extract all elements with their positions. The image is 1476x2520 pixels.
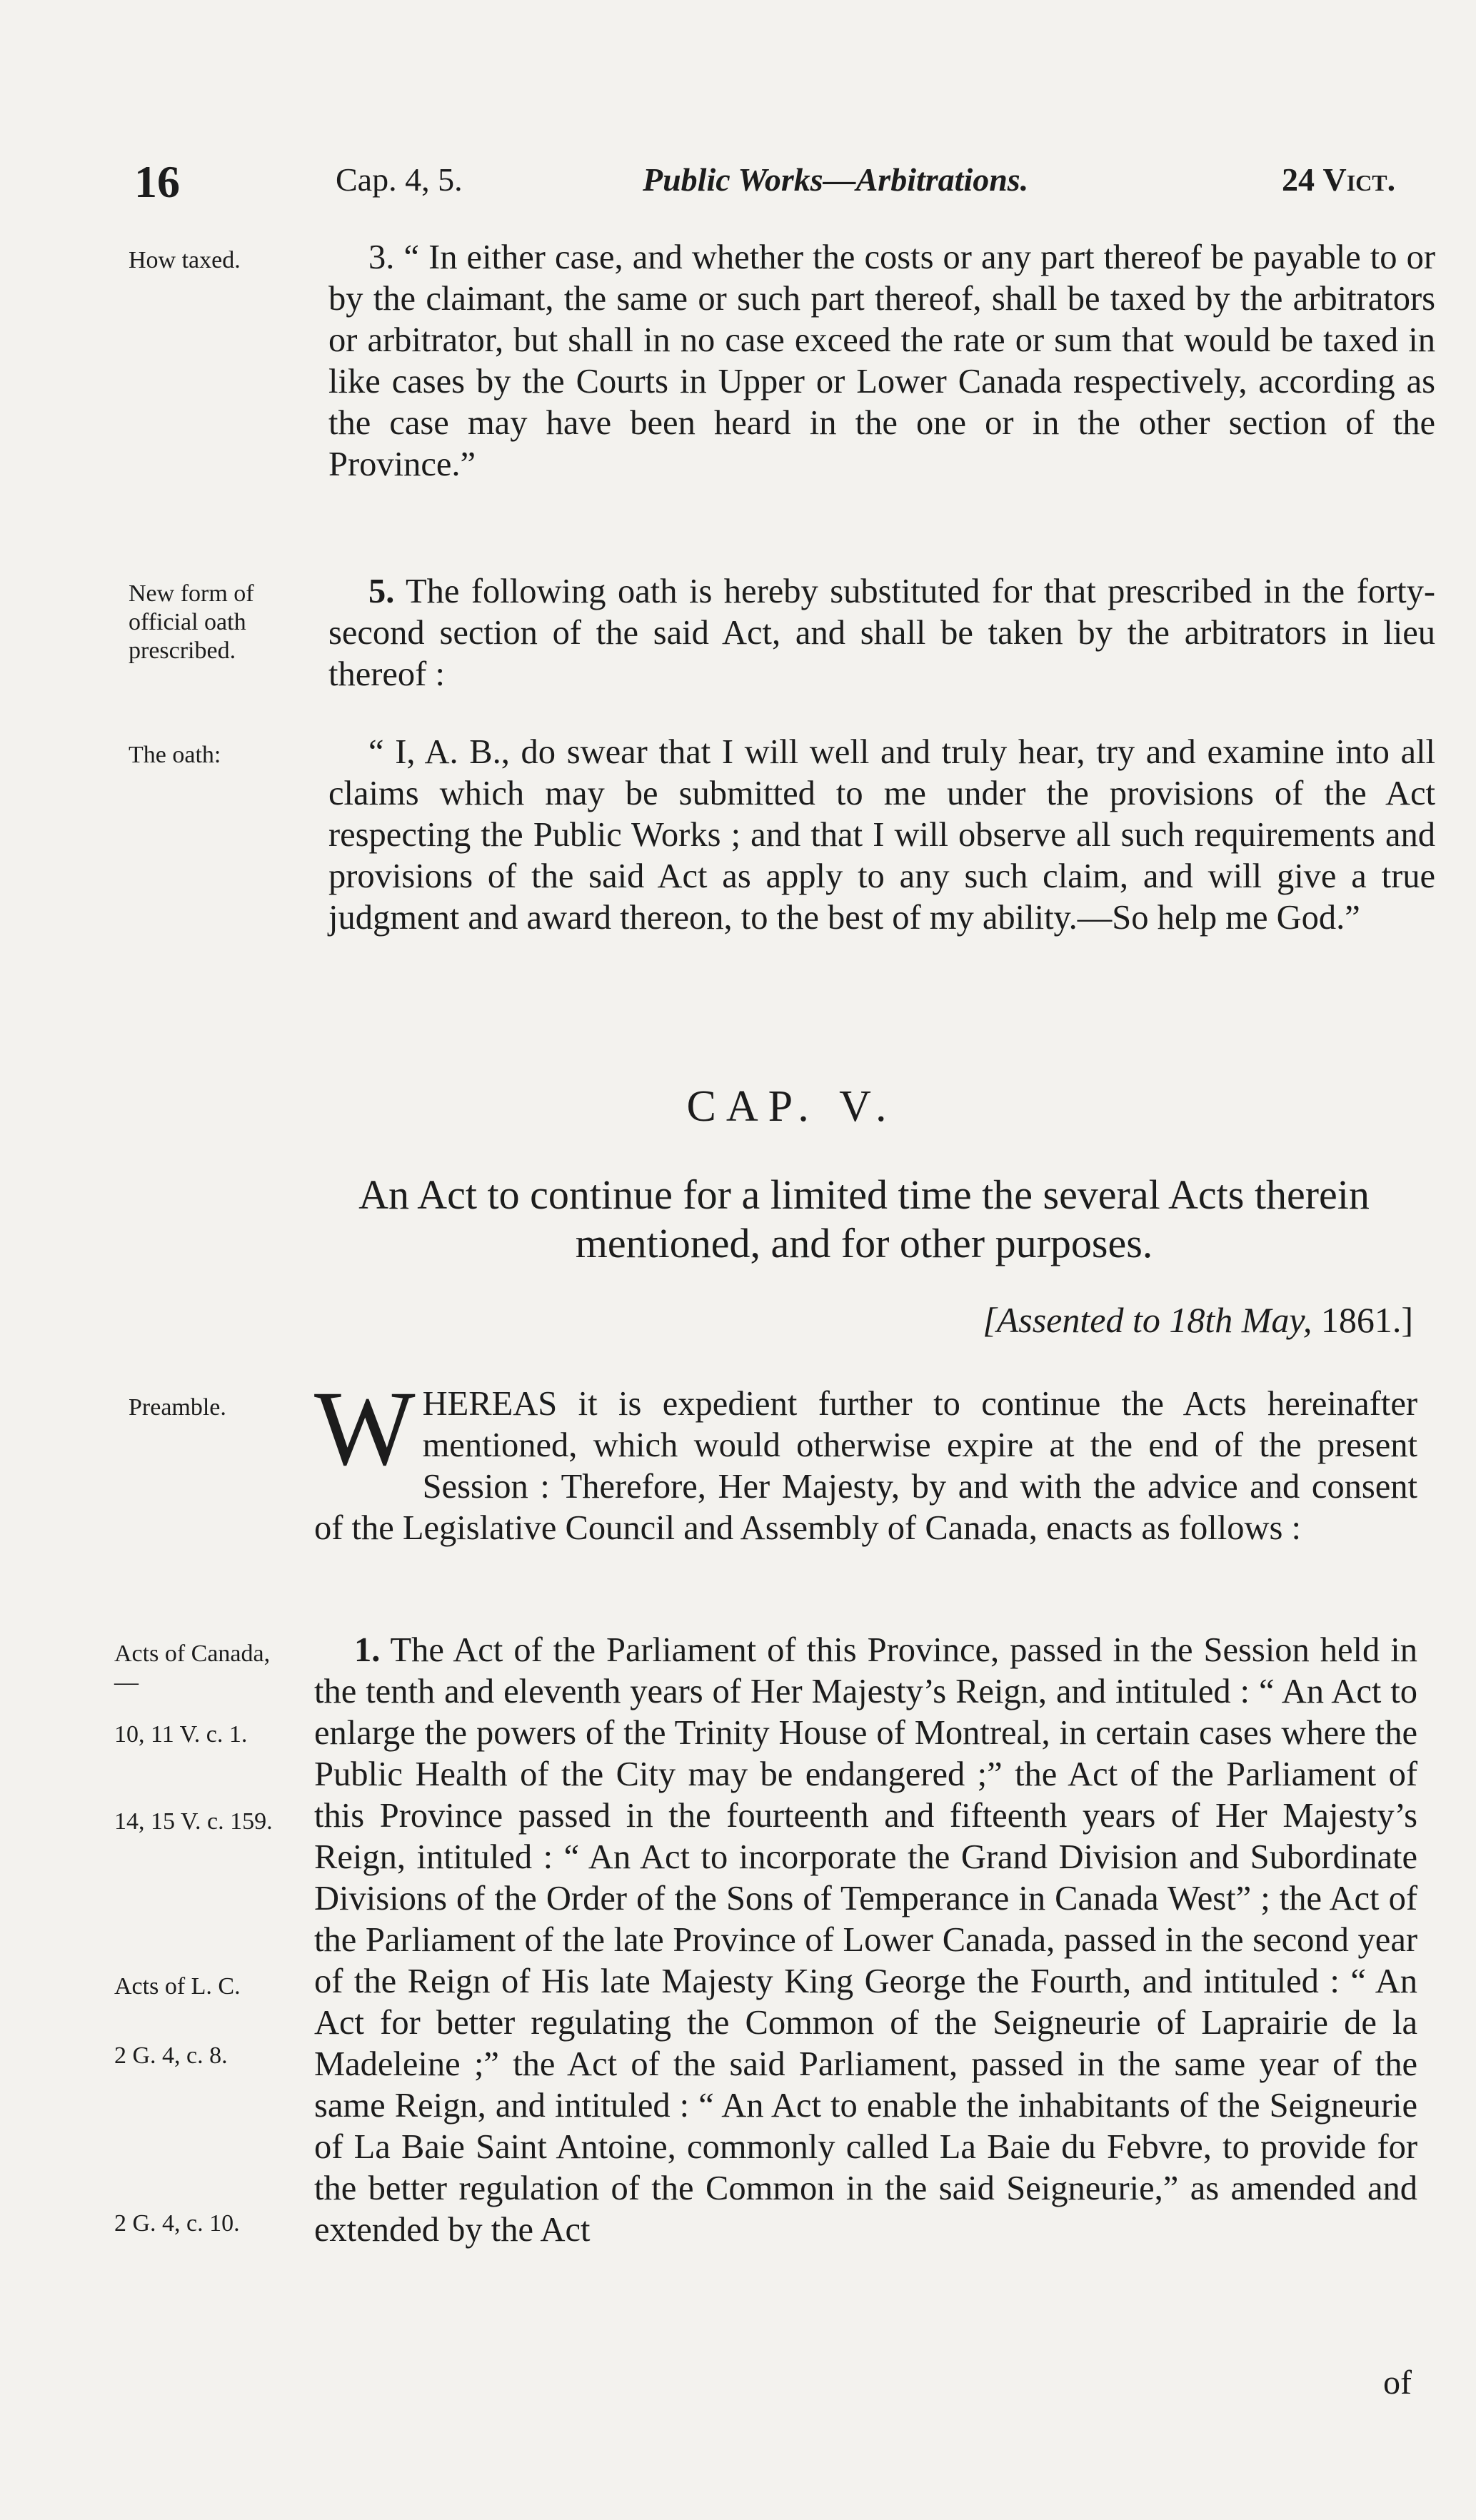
section-1-number: 1. [354, 1631, 381, 1669]
act-title: An Act to continue for a limited time the several Acts therein mentioned, and for other purposes. [358, 1171, 1370, 1266]
margin-note-ref-2g4-c10: 2 G. 4, c. 10. [114, 2210, 240, 2237]
section-1 [314, 1630, 1417, 2251]
running-title: Public Works—Arbitrations. [643, 161, 1029, 198]
section-5 [328, 571, 1435, 695]
drop-cap: W [314, 1369, 416, 1488]
page-number: 16 [134, 156, 180, 207]
assent-year: 1861.] [1320, 1300, 1413, 1340]
margin-note-preamble: Preamble. [129, 1394, 226, 1421]
preamble-text [314, 1369, 1417, 1549]
margin-note-acts-lc: Acts of L. C. [114, 1973, 241, 2000]
regnal-year-number: 24 [1282, 161, 1315, 198]
catchword: of [1383, 2364, 1412, 2401]
margin-note-how-taxed: How taxed. [129, 247, 241, 273]
chapter-reference: Cap. 4, 5. [336, 161, 463, 198]
margin-note-the-oath: The oath: [129, 742, 221, 768]
assent-date [983, 1299, 1413, 1341]
margin-note-new-form: New form of official oath prescribed. [129, 580, 254, 664]
oath-text: “ I, A. B., do swear that I will well and truly hear, try and examine into all claims which may be submitted to me under the provisions of the Act respecting the Public Works ; and that I will observe all such requirements and provisions of the said Act as apply to any such claim, and will give a true judgment and award thereon, to the best of my ability.—So help me God.” [328, 733, 1435, 937]
margin-note-ref-2g4-c8: 2 G. 4, c. 8. [114, 2042, 228, 2069]
preamble-body: HEREAS it is expedient further to continue the Acts hereinafter mentioned, which would otherwise expire at the end of the present Session : Therefore, Her Majesty, by and with the advice and consent of the Legislative Council and Assembly of Canada, enacts as follows : [314, 1385, 1417, 1547]
subsection-3: 3. “ In either case, and whether the costs or any part thereof be payable to or by the claimant, the same or such part thereof, shall be taxed by the arbitrators or arbitrator, but shall in no case exceed the rate or sum that would be taxed in like cases by the Courts in Upper or Lower Canada respectively, according as the case may have been heard in the one or in the other section of the Province.” [328, 238, 1435, 483]
margin-note-acts-canada: Acts of Canada,— [114, 1640, 271, 1695]
chapter-heading: CAP. V. [686, 1082, 897, 1131]
regnal-year [1282, 161, 1395, 198]
section-5-text: The following oath is hereby substituted for that prescribed in the forty-second section of the said Act, and shall be taken by the arbitrators in lieu thereof : [328, 573, 1436, 693]
assent-prefix: [Assented to [983, 1300, 1160, 1340]
margin-note-ref-10-11: 10, 11 V. c. 1. [114, 1721, 248, 1748]
section-1-text: The Act of the Parliament of this Province, passed in the Session held in the tenth and eleventh years of Her Majesty’s Reign, and intituled : “ An Act to enlarge the powers of the Trinity House of Montreal, in certain cases where the Public Health of the City may be endangered ;” the Act of the Parliament of this Province passed in the fourteenth and fifteenth years of Her Majesty’s Reign, intituled : “ An Act to incorporate the Grand Division and Subordinate Divisions of the Order of the Sons of Temperance in Canada West” ; the Act of the Parliament of the late Province of Lower Canada, passed in the second year of the Reign of His late Majesty King George the Fourth, and intituled : “ An Act for better regulating the Common of the Seigneurie of Laprairie de la Madeleine ;” the Act of the said Parliament, passed in the same year of the same Reign, and intituled : “ An Act to enable the inhabitants of the Seigneurie of La Baie Saint Antoine, commonly called La Baie du Febvre, to provide for the better regulation of the Common in the said Seigneurie,” as amended and extended by the Act [314, 1631, 1418, 2249]
margin-note-ref-14-15: 14, 15 V. c. 159. [114, 1808, 273, 1835]
regnal-year-word: Vict. [1322, 161, 1396, 198]
assent-day: 18th May, [1169, 1300, 1312, 1340]
section-5-number: 5. [368, 573, 395, 610]
